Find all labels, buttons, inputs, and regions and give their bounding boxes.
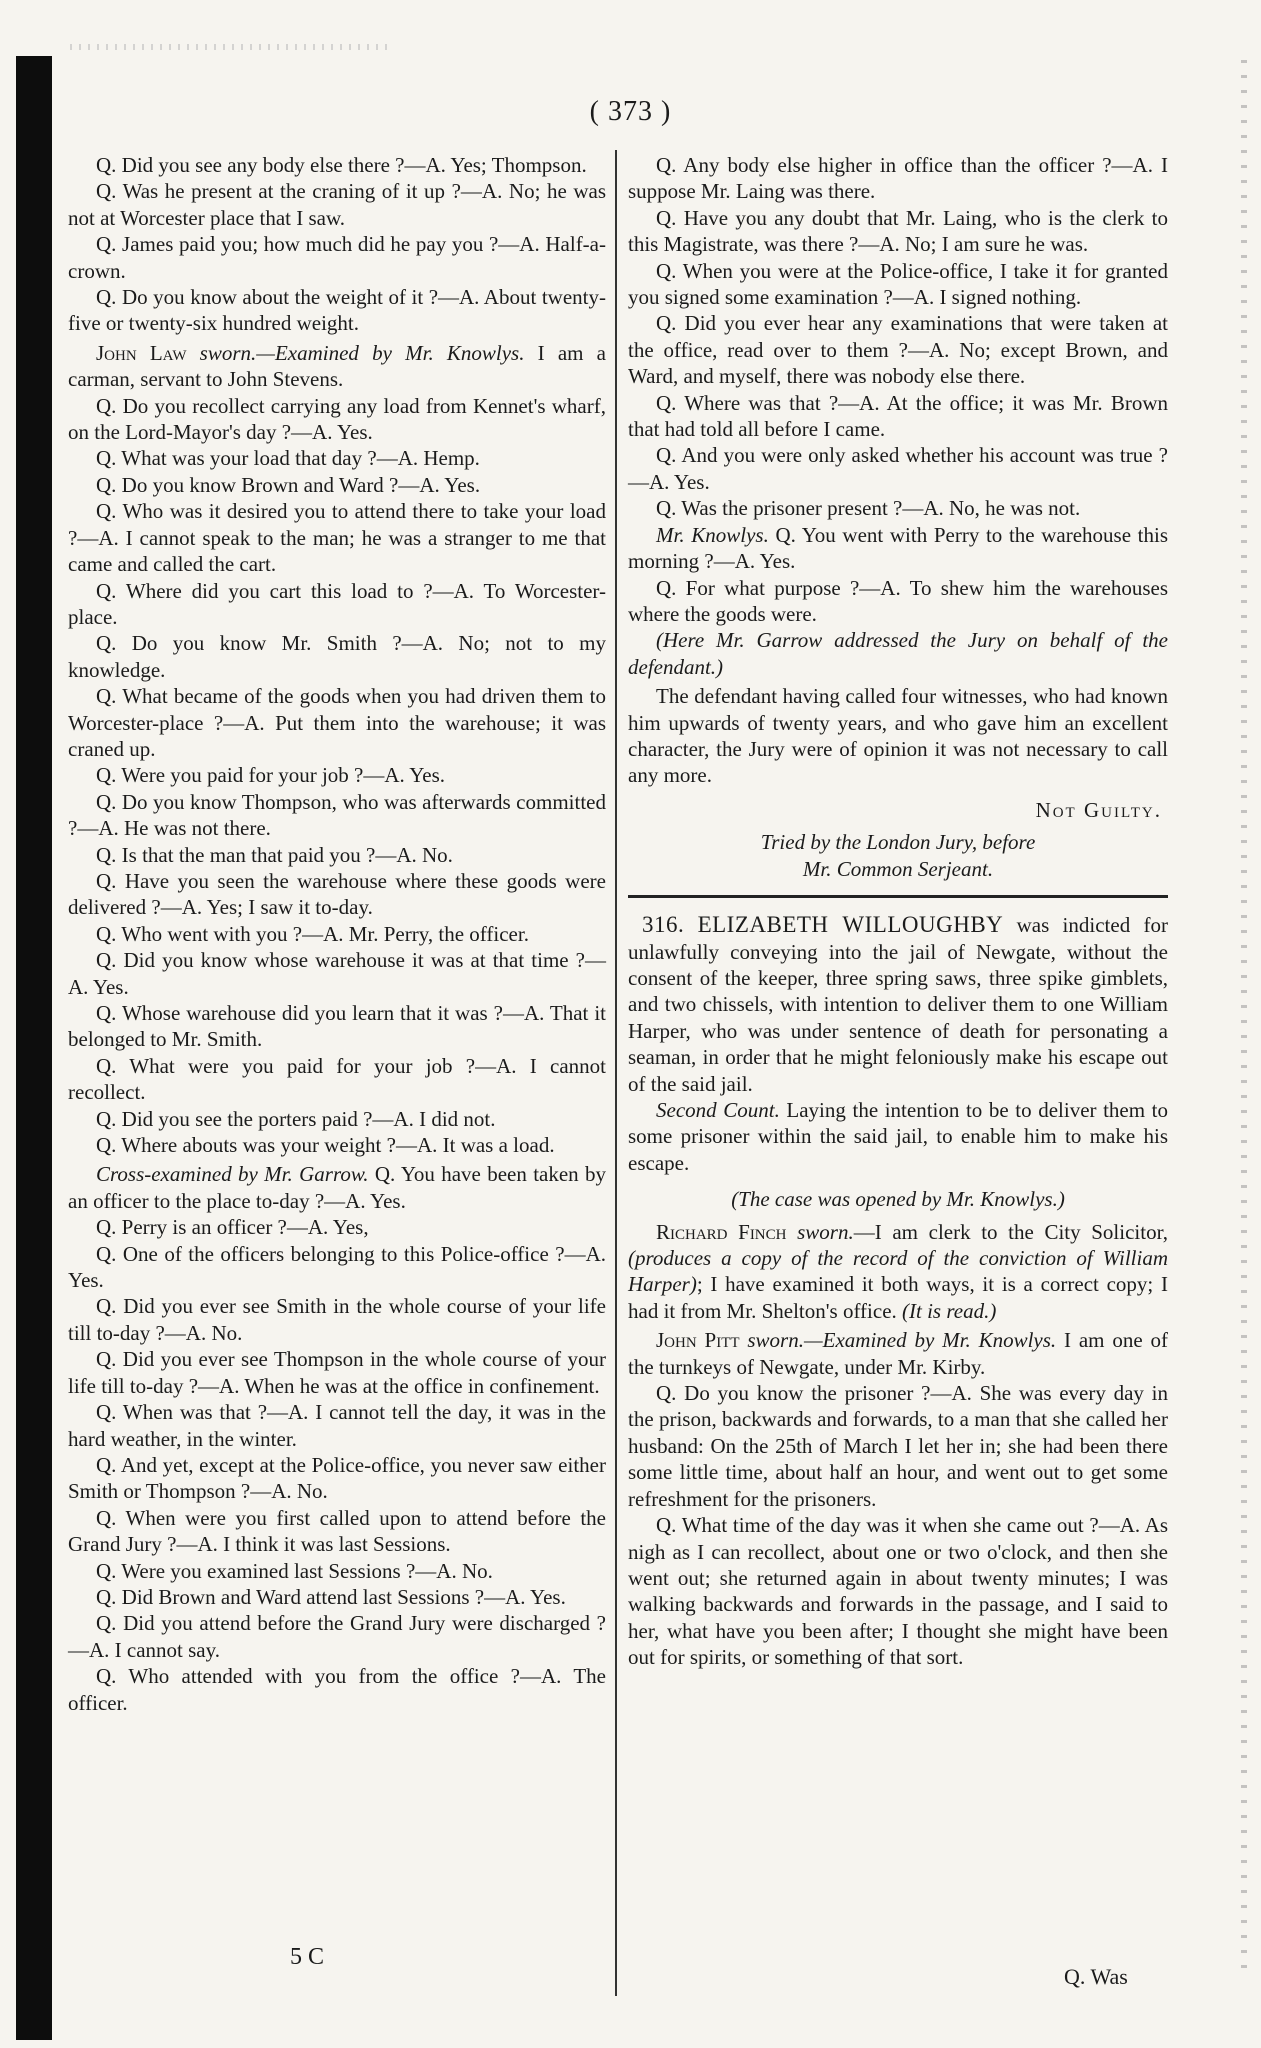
paragraph: Q. Where was that ?—A. At the office; it was Mr. Brown that had told all before I came. [628,390,1168,442]
paragraph: Q. Do you know Brown and Ward ?—A. Yes. [96,472,481,497]
paragraph: Q. Do you recollect carrying any load from Kennet's wharf, on the Lord-Mayor's day ?—A. Yes. [68,393,606,445]
paragraph: Q. What became of the goods when you had driven them to Worcester-place ?—A. Put them into the warehouse; it was craned up. [68,684,606,761]
case-opened-note: (The case was opened by Mr. Knowlys.) [731,1187,1065,1212]
garrow-address-note: (Here Mr. Garrow addressed the Jury on behalf of the defendant.) [628,628,1168,679]
paragraph: Q. When was that ?—A. I cannot tell the day, it was in the hard weather, in the winter. [68,1400,606,1451]
witness-intro-john-pitt [628,1327,1168,1380]
paragraph: Q. Did you see the porters paid ?—A. I did not. [96,1106,496,1131]
second-count [628,1097,1168,1176]
question-text: Q. You went with Perry to the warehouse this morning ?—A. Yes. [628,522,1169,574]
paragraph: Q. Did you ever hear any examinations that were taken at the office, read over to them ?—A. No; except Brown, and Ward, and myself, there was nobody else there. [628,311,1168,389]
tried-by-line: Tried by the London Jury, before [760,830,1036,855]
sworn-label: sworn. [797,1219,854,1244]
knowlys-question [628,522,1168,575]
cross-examination-intro [68,1161,606,1214]
indictment-text: was indicted for unlawfully conveying into the jail of Newgate, without the consent of the keeper, three spring saws, three spike gimblets, and two chissels, with intention to deliver them to one William Harper, who was under sentence of death for personating a seaman, in order that he might feloniously make his escape out of the said jail. [628,913,1168,1096]
paragraph: Q. Did you ever see Smith in the whole course of your life till to-day ?—A. No. [68,1294,606,1345]
paragraph: Q. Have you any doubt that Mr. Laing, who is the clerk to this Magistrate, was there ?—A. No; I am sure he was. [628,205,1168,257]
paragraph: Q. Do you know the prisoner ?—A. She was every day in the prison, backwards and forwards, to a man that she called her husband: On the 25th of March I let her in; she had been there some little time, about half an hour, and went out to get some refreshment for the prisoners. [628,1381,1168,1511]
witness-statement: —I am clerk to the City Solicitor, [853,1219,1168,1244]
paragraph: Q. Who attended with you from the office ?—A. The officer. [68,1664,606,1715]
paragraph: Q. When you were at the Police-office, I take it for granted you signed some examination ?—A. I signed nothing. [628,258,1168,310]
paragraph: Q. Do you know about the weight of it ?—A. About twenty-five or twenty-six hundred weight. [68,285,606,336]
sworn-label: sworn.—Examined by Mr. Knowlys. [747,1328,1057,1353]
sworn-label: sworn.—Examined by Mr. Knowlys. [199,340,525,365]
paragraph: Q. Do you know Thompson, who was afterwards committed ?—A. He was not there. [68,789,606,841]
paragraph: Q. Who was it desired you to attend there to take your load ?—A. I cannot speak to the man; he was a stranger to me that came and called the cart. [68,499,606,577]
defense-summary: The defendant having called four witnesses, who had known him upwards of twenty years, and who gave him an excellent character, the Jury were of opinion it was not necessary to call any more. [628,684,1168,788]
paragraph: Q. Is that the man that paid you ?—A. No. [96,842,453,867]
paragraph: Q. One of the officers belonging to this Police-office ?—A. Yes. [68,1241,606,1293]
paragraph: Q. Did you see any body else there ?—A. Yes; Thompson. [96,153,587,177]
case-number: 316. [642,912,685,938]
paragraph: Q. Did you know whose warehouse it was at that time ?—A. Yes. [68,948,606,999]
paragraph: Q. And yet, except at the Police-office, you never saw either Smith or Thompson ?—A. No. [68,1452,606,1504]
paragraph: Q. Perry is an officer ?—A. Yes, [96,1215,369,1240]
paragraph: Q. When were you first called upon to attend before the Grand Jury ?—A. I think it was last Sessions. [68,1505,606,1557]
second-count-label: Second Count. [656,1098,780,1122]
signature-mark: 5 C [290,1944,325,1970]
paragraph: Q. For what purpose ?—A. To shew him the warehouses where the goods were. [628,575,1168,626]
witness-intro-john-law [68,340,606,393]
paragraph: Q. Were you paid for your job ?—A. Yes. [96,763,446,788]
verdict: Not Guilty. [1035,797,1162,822]
paragraph: Q. Did Brown and Ward attend last Sessions ?—A. Yes. [96,1584,566,1609]
section-divider [628,895,1168,898]
cross-examination-text: Q. You have been taken by an officer to the place to-day ?—A. Yes. [68,1162,606,1213]
paragraph: Q. Who went with you ?—A. Mr. Perry, the officer. [96,921,529,946]
paragraph: Q. Whose warehouse did you learn that it was ?—A. That it belonged to Mr. Smith. [68,1001,606,1052]
cross-examination-label: Cross-examined by Mr. Garrow. [96,1162,369,1187]
paragraph: Q. What was your load that day ?—A. Hemp. [96,446,480,471]
paragraph: Q. Where abouts was your weight ?—A. It was a load. [96,1133,555,1158]
paragraph: Q. Was he present at the craning of it up ?—A. No; he was not at Worcester place that I saw. [68,179,606,230]
book-binding-shadow [16,56,52,2040]
examiner-label: Mr. Knowlys. [656,522,769,547]
witness-name: John Pitt [656,1328,740,1353]
judge-line: Mr. Common Serjeant. [802,857,994,882]
paragraph: Q. Any body else higher in office than the officer ?—A. I suppose Mr. Laing was there. [628,153,1168,204]
witness-name: Richard Finch [656,1219,787,1244]
case-heading [628,912,1168,1097]
witness-statement: I am one of the turnkeys of Newgate, under Mr. Kirby. [628,1328,1169,1379]
paragraph: Q. James paid you; how much did he pay you ?—A. Half-a-crown. [68,232,606,283]
witness-richard-finch [628,1219,1168,1325]
witness-name: John Law [96,340,187,365]
produces-note: (produces a copy of the record of the conviction of William Harper) [628,1246,1168,1297]
page-top-marks [70,44,390,50]
paragraph: Q. Have you seen the warehouse where these goods were delivered ?—A. Yes; I saw it to-day. [68,868,606,920]
witness-statement: ; I have examined it both ways, it is a correct copy; I had it from Mr. Shelton's office. [628,1272,1168,1323]
paragraph: Q. Do you know Mr. Smith ?—A. No; not to my knowledge. [68,631,606,682]
second-count-text: Laying the intention to be to deliver them to some prisoner within the said jail, to enable him to make his escape. [628,1098,1169,1175]
paragraph: Q. What were you paid for your job ?—A. I cannot recollect. [68,1053,606,1105]
page-edge-marks [1241,60,1247,1980]
paragraph: Q. Did you ever see Thompson in the whole course of your life till to-day ?—A. When he was at the office in confinement. [68,1347,606,1398]
page-number: ( 373 ) [589,96,672,127]
right-column [628,152,1168,1671]
left-column [68,152,606,1716]
paragraph: Q. And you were only asked whether his account was true ?—A. Yes. [628,443,1168,494]
paragraph: Q. Did you attend before the Grand Jury were discharged ?—A. I cannot say. [68,1611,606,1662]
defendant-name: ELIZABETH WILLOUGHBY [697,912,1004,938]
column-divider [615,150,617,1996]
read-note: (It is read.) [902,1298,997,1323]
paragraph: Q. Was the prisoner present ?—A. No, he was not. [656,496,1081,521]
paragraph: Q. Where did you cart this load to ?—A. To Worcester-place. [68,578,606,629]
catchword: Q. Was [1064,1964,1128,1989]
paragraph: Q. What time of the day was it when she came out ?—A. As nigh as I can recollect, about one or two o'clock, and then she went out; she returned again in about twenty minutes; I was walking backwards and forwards in the passage, and I said to her, what have you been after; I thought she might have been out for spirits, or something of that sort. [628,1513,1168,1670]
paragraph: Q. Were you examined last Sessions ?—A. No. [96,1558,493,1583]
witness-statement: I am a carman, servant to John Stevens. [68,340,606,392]
